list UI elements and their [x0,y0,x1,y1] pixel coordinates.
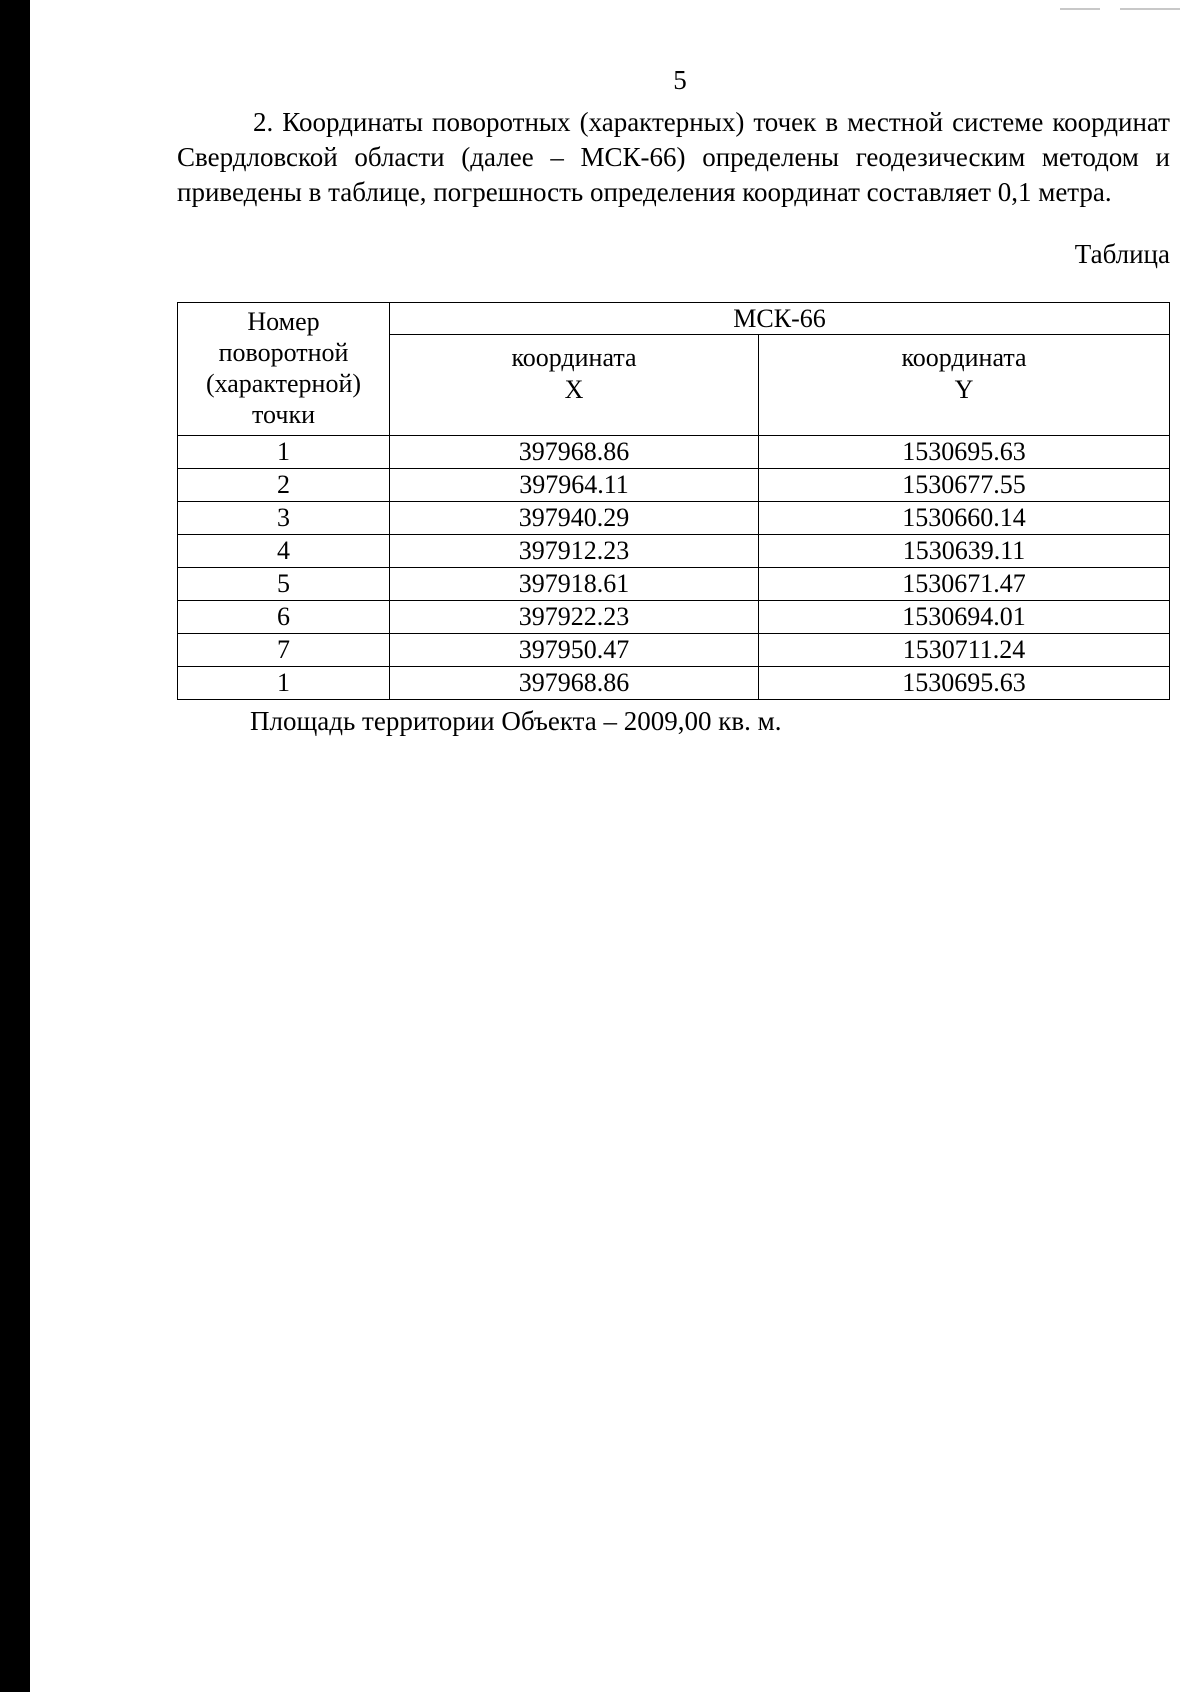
coordinate-x-cell: 397964.11 [390,469,759,502]
header-coordinate-system: МСК-66 [390,303,1170,335]
coordinate-y-cell: 1530677.55 [759,469,1170,502]
coordinate-x-cell: 397968.86 [390,667,759,700]
coordinate-y-cell: 1530695.63 [759,667,1170,700]
intro-paragraph: 2. Координаты поворотных (характерных) точек в местной системе координат Свердловской области (далее – МСК-66) определены геодезическим методом и приведены в таблице, погрешность определения координат составляет 0,1 метра. [177,107,1170,207]
table-row [178,634,1170,667]
coordinate-x-cell: 397968.86 [390,436,759,469]
coordinate-y-cell: 1530695.63 [759,436,1170,469]
point-number-cell: 3 [178,502,390,535]
header-point-number: Номер поворотной (характерной) точки [178,303,390,436]
point-number-cell: 4 [178,535,390,568]
table-row [178,535,1170,568]
table-row [178,601,1170,634]
territory-area-text: Площадь территории Объекта – 2009,00 кв. м. [250,706,782,736]
point-number-cell: 6 [178,601,390,634]
corner-mark [1060,8,1100,10]
coordinate-y-cell: 1530671.47 [759,568,1170,601]
table-row [178,667,1170,700]
coordinate-y-cell: 1530639.11 [759,535,1170,568]
coordinate-x-cell: 397918.61 [390,568,759,601]
table-row [178,568,1170,601]
coordinate-y-cell: 1530660.14 [759,502,1170,535]
point-number-cell: 1 [178,436,390,469]
header-coordinate-x: координата X [390,335,759,436]
table-caption: Таблица [1074,239,1170,269]
point-number-cell: 5 [178,568,390,601]
point-number-cell: 7 [178,634,390,667]
scan-margin-edge [0,0,30,1692]
table-row [178,502,1170,535]
corner-mark [1120,8,1180,10]
point-number-cell: 1 [178,667,390,700]
coordinate-x-cell: 397912.23 [390,535,759,568]
table-row [178,436,1170,469]
coordinates-table [177,302,1170,700]
page-number: 5 [673,65,687,95]
coordinate-y-cell: 1530711.24 [759,634,1170,667]
header-coordinate-y: координата Y [759,335,1170,436]
table-row [178,469,1170,502]
coordinate-y-cell: 1530694.01 [759,601,1170,634]
coordinate-x-cell: 397922.23 [390,601,759,634]
coordinate-x-cell: 397940.29 [390,502,759,535]
coordinate-x-cell: 397950.47 [390,634,759,667]
point-number-cell: 2 [178,469,390,502]
